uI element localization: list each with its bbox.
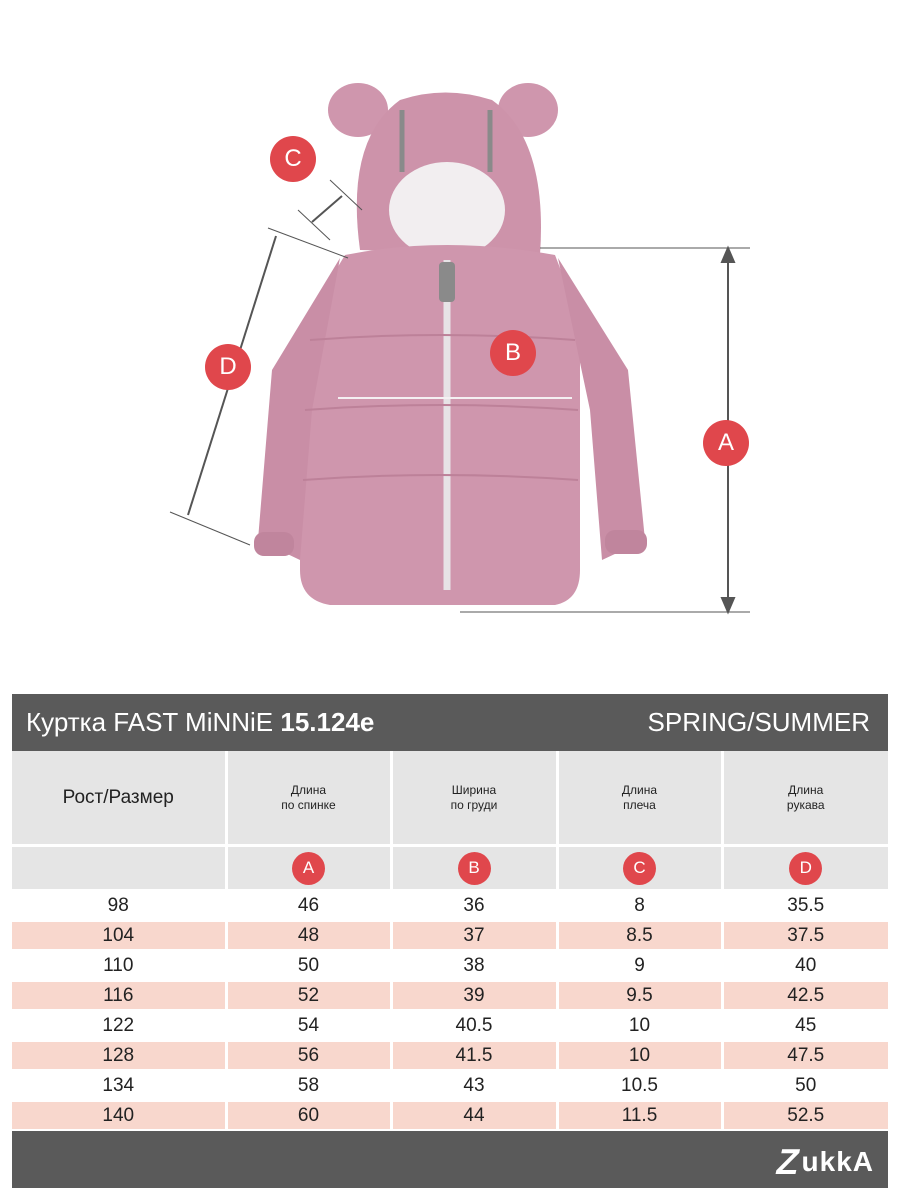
product-code: 15.124e — [280, 707, 375, 737]
table-cell: 134 — [12, 1071, 226, 1101]
table-cell: 11.5 — [557, 1101, 722, 1131]
table-cell: 52.5 — [722, 1101, 888, 1131]
table-cell: 44 — [391, 1101, 557, 1131]
marker-d: D — [205, 344, 251, 390]
table-cell: 104 — [12, 921, 226, 951]
table-cell: 50 — [722, 1071, 888, 1101]
table-cell: 39 — [391, 981, 557, 1011]
table-cell: 40 — [722, 951, 888, 981]
table-cell: 47.5 — [722, 1041, 888, 1071]
table-row — [12, 891, 888, 921]
column-header-chest-width: Ширина по груди — [391, 751, 557, 846]
column-marker-c: C — [623, 852, 656, 885]
table-cell: 8 — [557, 891, 722, 921]
table-marker-row — [12, 846, 888, 891]
table-cell: 10.5 — [557, 1071, 722, 1101]
column-header-sleeve-length: Длина рукава — [722, 751, 888, 846]
product-title — [26, 707, 374, 738]
table-row — [12, 921, 888, 951]
table-cell: 37.5 — [722, 921, 888, 951]
table-cell: 122 — [12, 1011, 226, 1041]
column-header-shoulder-length: Длина плеча — [557, 751, 722, 846]
column-marker-a: A — [292, 852, 325, 885]
brand-logo — [772, 1141, 874, 1183]
table-cell: 40.5 — [391, 1011, 557, 1041]
table-row — [12, 1071, 888, 1101]
footer-bar — [12, 1131, 888, 1188]
table-cell: 41.5 — [391, 1041, 557, 1071]
table-cell: 43 — [391, 1071, 557, 1101]
table-cell: 140 — [12, 1101, 226, 1131]
table-row — [12, 1041, 888, 1071]
table-cell: 60 — [226, 1101, 391, 1131]
table-cell: 9.5 — [557, 981, 722, 1011]
size-table — [12, 751, 888, 1132]
logo-text: ukkA — [801, 1146, 874, 1177]
table-cell: 9 — [557, 951, 722, 981]
table-cell: 45 — [722, 1011, 888, 1041]
table-header-row — [12, 751, 888, 846]
table-row — [12, 1011, 888, 1041]
logo-z-glyph: Z — [772, 1141, 804, 1182]
table-cell: 10 — [557, 1011, 722, 1041]
table-cell: 54 — [226, 1011, 391, 1041]
table-cell: 110 — [12, 951, 226, 981]
table-cell: 38 — [391, 951, 557, 981]
table-cell: 116 — [12, 981, 226, 1011]
table-cell: 98 — [12, 891, 226, 921]
table-cell: 48 — [226, 921, 391, 951]
table-cell: 128 — [12, 1041, 226, 1071]
table-cell: 8.5 — [557, 921, 722, 951]
table-row — [12, 1101, 888, 1131]
table-cell: 35.5 — [722, 891, 888, 921]
column-header-size: Рост/Размер — [12, 751, 226, 846]
table-cell: 42.5 — [722, 981, 888, 1011]
table-row — [12, 981, 888, 1011]
marker-a: A — [703, 420, 749, 466]
table-cell: 56 — [226, 1041, 391, 1071]
table-cell: 36 — [391, 891, 557, 921]
table-cell: 58 — [226, 1071, 391, 1101]
table-cell: 50 — [226, 951, 391, 981]
table-cell: 52 — [226, 981, 391, 1011]
table-cell: 46 — [226, 891, 391, 921]
column-marker-b: B — [458, 852, 491, 885]
table-cell: 10 — [557, 1041, 722, 1071]
column-marker-d: D — [789, 852, 822, 885]
product-name: Куртка FAST MiNNiE — [26, 707, 274, 737]
product-header — [12, 694, 888, 751]
marker-c: C — [270, 136, 316, 182]
column-header-back-length: Длина по спинке — [226, 751, 391, 846]
table-row — [12, 951, 888, 981]
marker-b: B — [490, 330, 536, 376]
table-cell: 37 — [391, 921, 557, 951]
season-label: SPRING/SUMMER — [647, 707, 870, 737]
